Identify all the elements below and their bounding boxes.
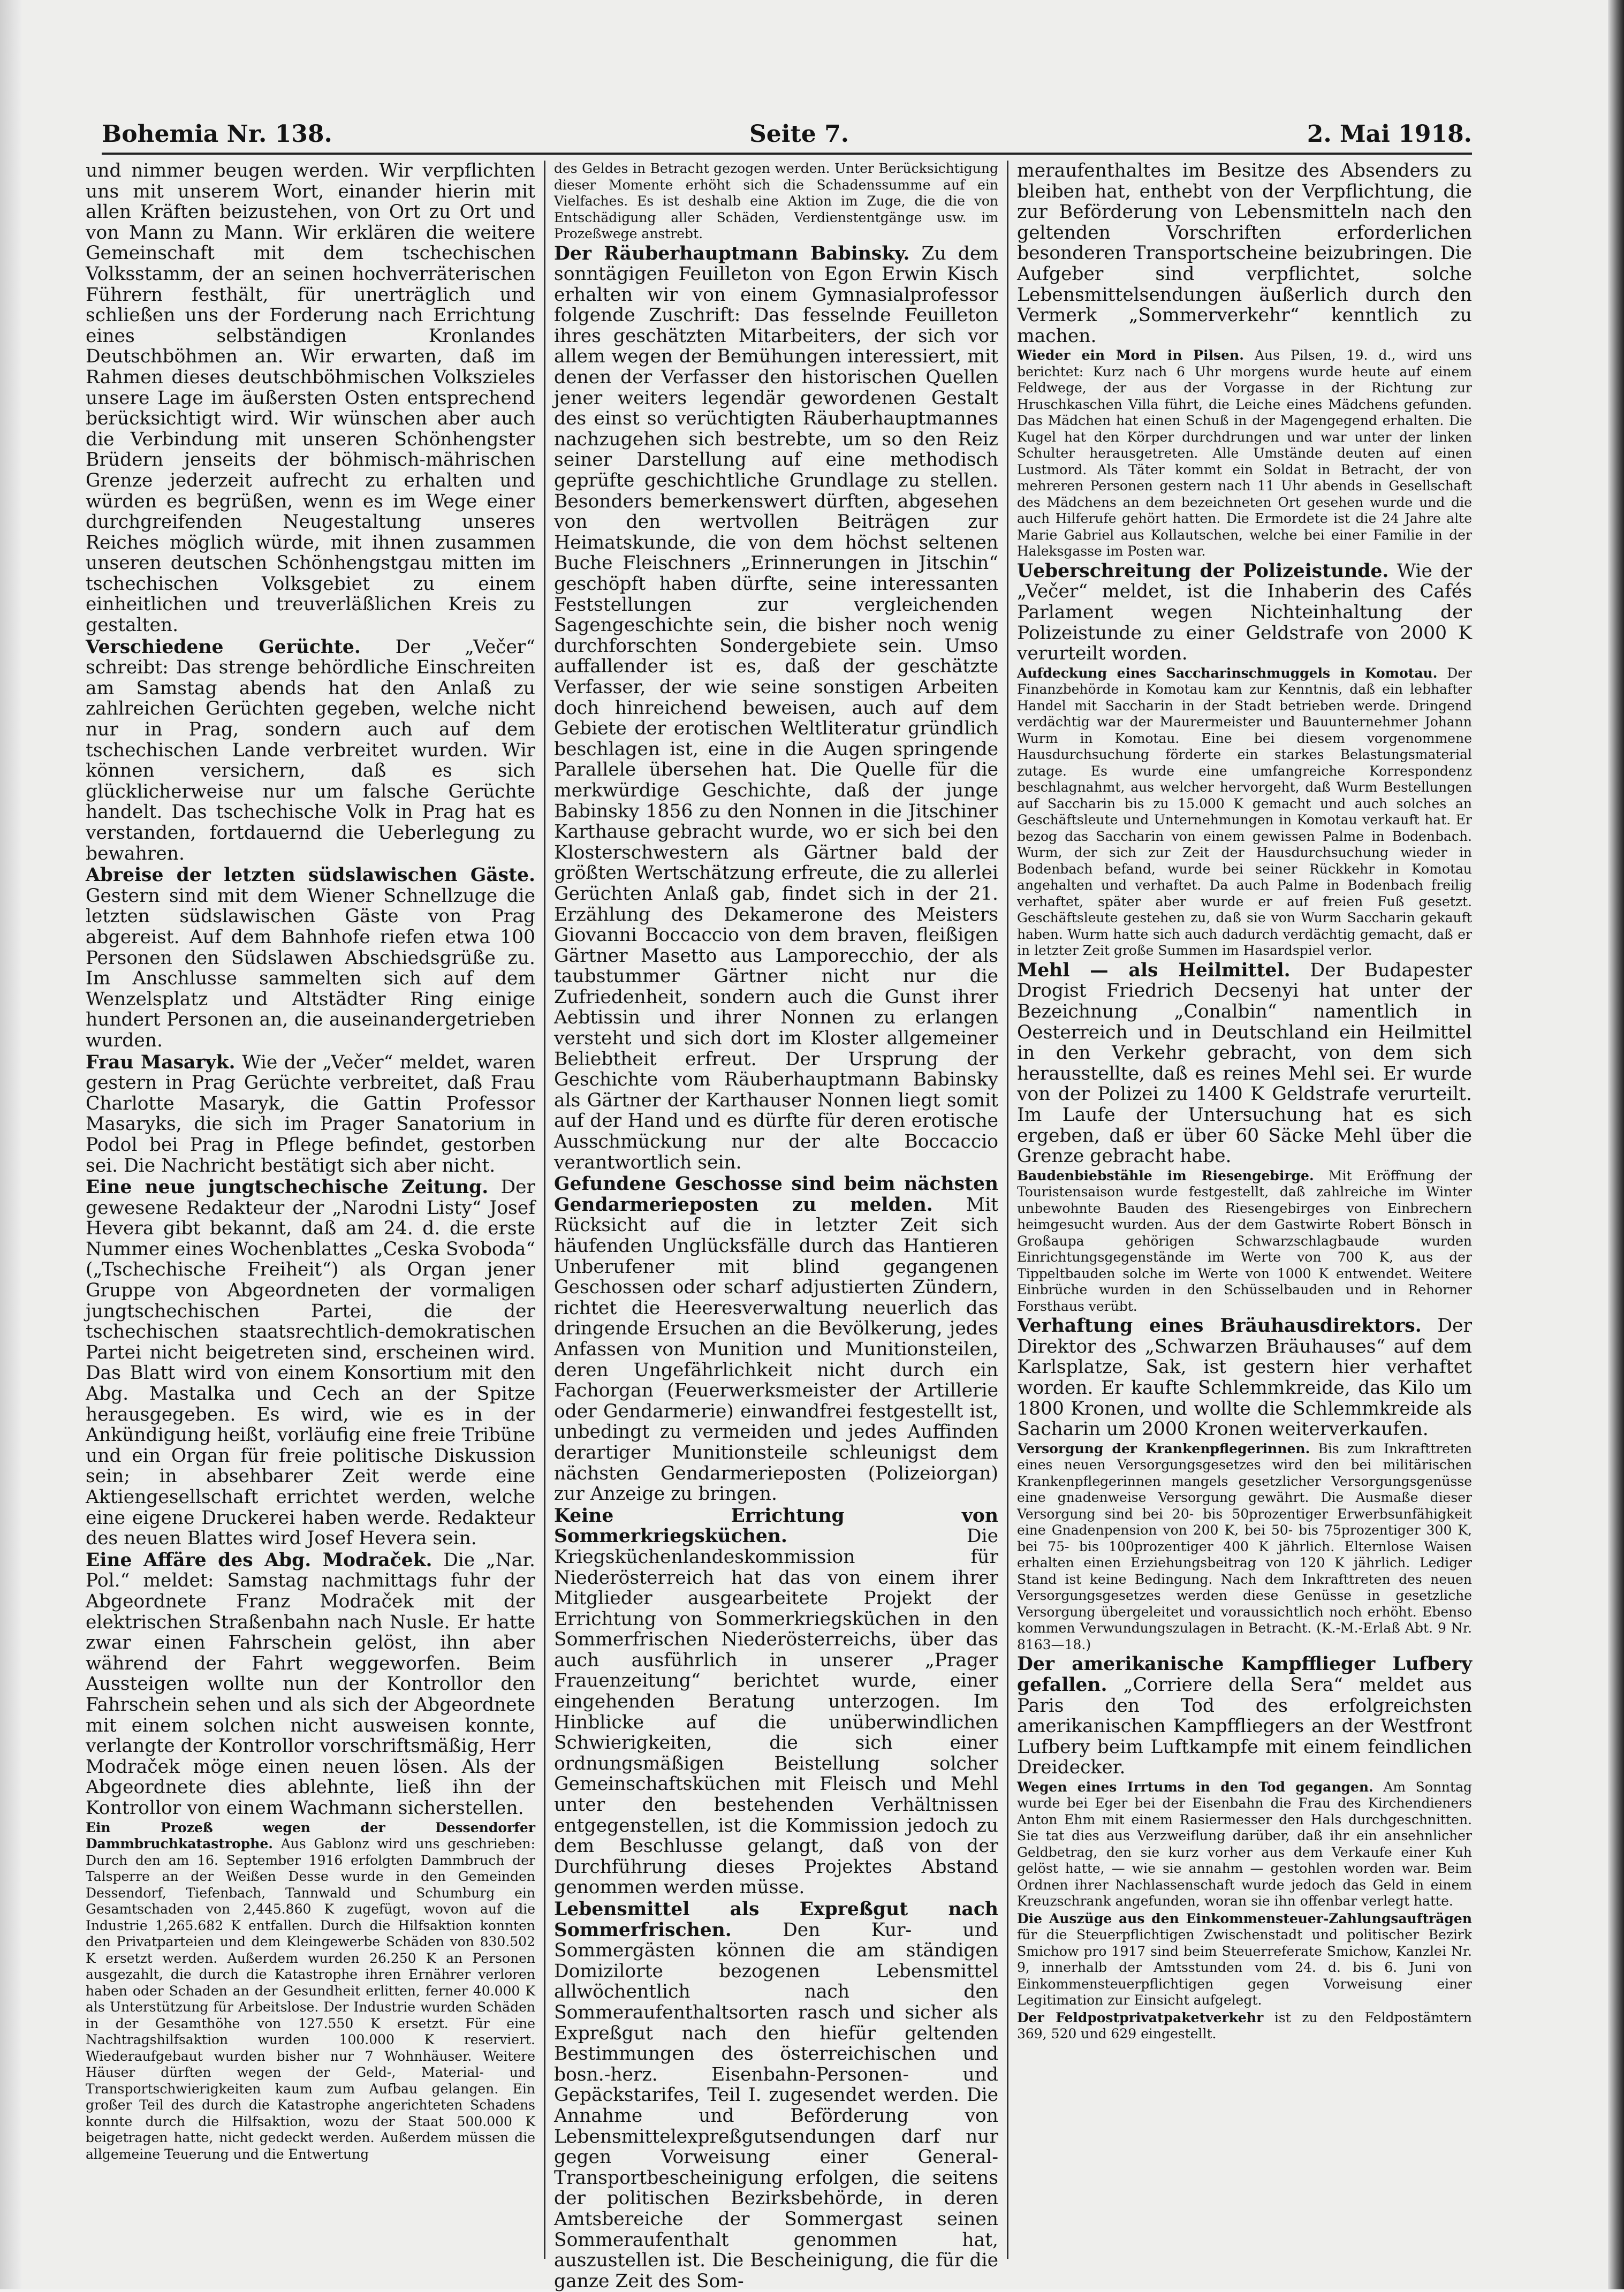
article-text: „Corriere della Sera“ meldet aus Paris den Tod des erfolgreichsten amerikanischen Kampffliegers an der Westfront Lufbery beim Luftkampfe mit einem feindlichen Dreidecker. <box>1017 1674 1473 1779</box>
article-paragraph <box>86 1820 535 2163</box>
scan-edge-left <box>0 0 21 2289</box>
article-text: Die „Nar. Pol.“ meldet: Samstag nachmittags fuhr der Abgeordnete Franz Modraček mit der elektrischen Straßenbahn nach Nusle. Er hatte zwar einen Fahrschein gelöst, ihn aber während der Fahrt weggeworfen. Beim Aussteigen wollte nun der Kontrollor den Fahrschein sehen und als sich der Abgeordnete mit einem solchen nicht ausweisen konnte, verlangte der Kontrollor vorschriftsmäßig, Herr Modraček möge einen neuen lösen. Als der Abgeordnete dies ablehnte, ließ ihn der Kontrollor von einem Wachmann sicherstellen. <box>86 1549 535 1819</box>
article-paragraph <box>1017 1441 1472 1653</box>
article-paragraph <box>554 1899 998 2291</box>
article-headline: Aufdeckung eines Saccharinschmuggels in Komotau. <box>1017 665 1438 681</box>
article-text: Mit Rücksicht auf die in letzter Zeit sich häufenden Unglücksfälle durch das Hantieren Unberufener mit blind gegangenen Geschossen oder scharf adjustierten Zündern, richtet die Heeresverwaltung neuerlich das dringende Ersuchen an die Bevölkerung, jedes Anfassen von Munition und Munitionsteilen, deren Ungefährlichkeit nicht durch ein Fachorgan (Feuerwerksmeister der Artillerie oder Gendarmerie) einwandfrei festgestellt ist, unbedingt zu vermeiden und jedes Auffinden derartiger Munitionsteile schleunigst dem nächsten Gendarmerieposten (Polizeiorgan) zur Anzeige zu bringen. <box>554 1194 998 1505</box>
article-paragraph <box>1017 1168 1472 1315</box>
article-paragraph <box>1017 1654 1472 1778</box>
article-text: ist zu den Feldpostämtern 369, 520 und 629 eingestellt. <box>1017 2009 1473 2042</box>
column-1 <box>86 161 535 2264</box>
article-headline: Abreise der letzten südslawischen Gäste. <box>86 864 535 886</box>
article-paragraph <box>1017 960 1472 1167</box>
article-headline: Wieder ein Mord in Pilsen. <box>1017 347 1244 363</box>
article-paragraph <box>1017 347 1472 560</box>
article-paragraph <box>554 1506 998 1898</box>
article-text: Der „Večer“ schreibt: Das strenge behördliche Einschreiten am Samstag abends hat den Anlaß zu zahlreichen Gerüchten gegeben, welche nicht nur in Prag, sondern auch auf dem tschechischen Lande verbreitet wurden. Wir können versichern, daß es sich glücklicherweise nur um falsche Gerüchte handelt. Das tschechische Volk in Prag hat es verstanden, fortdauernd die Ueberlegung zu bewahren. <box>86 636 535 864</box>
article-paragraph <box>86 161 535 636</box>
article-headline: Lebensmittel als Expreßgut nach Sommerfrischen. <box>554 1899 998 1941</box>
column-2 <box>554 161 999 2292</box>
article-paragraph <box>86 1550 535 1819</box>
article-headline: Eine neue jungtschechische Zeitung. <box>86 1177 489 1198</box>
newspaper-issue: Bohemia Nr. 138. <box>102 120 332 148</box>
article-paragraph <box>554 161 998 242</box>
article-text: Zu dem sonntägigen Feuilleton von Egon Erwin Kisch erhalten wir von einem Gymnasialprofessor folgende Zuschrift: Das fesselnde Feuilleton ihres geschätzten Mitarbeiters, der sich vor allem wegen der Bemühungen interessiert, mit denen der Verfasser den historischen Quellen jener weiters legendär gewordenen Gestalt des einst so verüchtigten Räuberhauptmannes nachzugehen sich bestrebte, um so den Reiz seiner Darstellung auf eine methodisch geprüfte geschichtliche Grundlage zu stellen. Besonders bemerkenswert dürften, abgesehen von den wertvollen Beiträgen zur Heimatskunde, die von dem höchst seltenen Buche Fleischners „Erinnerungen in Jitschin“ geschöpft haben dürfte, seine interessanten Feststellungen zur vergleichenden Sagengeschichte sein, die bisher noch wenig durchforschten Sondergebiete sein. Umso auffallender ist es, daß der geschätzte Verfasser, der wie seine sonstigen Arbeiten doch hinreichend beweisen, auch auf dem Gebiete der erotischen Weltliteratur gründlich beschlagen ist, eine in die Augen springende Parallele übersehen hat. Die Quelle für die merkwürdige Geschichte, daß der junge Babinsky 1856 zu den Nonnen in die Jitschiner Karthause gebracht wurde, wo er sich bei den Klosterschwestern als Gärtner bald der größten Wertschätzung erfreute, die zu allerlei Gerüchten Anlaß gab, findet sich in der 21. Erzählung des Dekamerone des Meisters Giovanni Boccaccio von dem braven, fleißigen Gärtner Masetto aus Lamporecchio, der als taubstummer Gärtner nicht nur die Zufriedenheit, sondern auch die Gunst ihrer Aebtissin und ihrer Nonnen zu erlangen versteht und sich dort im Kloster allgemeiner Beliebtheit erfreut. Der Ursprung der Geschichte vom Räuberhauptmann Babinsky als Gärtner der Karthauser Nonnen liegt somit auf der Hand und es dürfte für deren erotische Ausschmückung nur der alte Boccaccio verantwortlich sein. <box>554 242 999 1173</box>
article-text: Die Kriegsküchenlandeskommission für Niederösterreich hat das von einem ihrer Mitglieder ausgearbeitete Projekt der Errichtung von Sommerkriegsküchen in den Sommerfrischen Niederösterreichs, über das auch ausführlich in unserer „Prager Frauenzeitung“ berichtet wurde, einer eingehenden Beratung unterzogen. Im Hinblicke auf die unüberwindlichen Schwierigkeiten, die sich einer ordnungsmäßigen Beistellung solcher Gemeinschaftsküchen mit Fleisch und Mehl unter den bestehenden Verhältnissen entgegenstellen, ist die Kommission jedoch zu dem Beschlusse gelangt, daß von der Durchführung dieses Projektes Abstand genommen werden müsse. <box>554 1526 998 1899</box>
article-paragraph <box>1017 1316 1472 1440</box>
article-headline: Ueberschreitung der Polizeistunde. <box>1017 560 1389 582</box>
article-text: für die Steuerpflichtigen Zwischenstadt und politischer Bezirk Smichow pro 1917 sind beim Steuerreferate Smichow, Kanzlei Nr. 9, innerhalb der Amtsstunden vom 24. d. bis 6. Juni von Einkommensteuerpflichtigen gegen Vorweisung einer Legitimation zur Einsicht aufgelegt. <box>1017 1927 1472 2008</box>
article-headline: Wegen eines Irrtums in den Tod gegangen. <box>1017 1779 1373 1795</box>
article-headline: Versorgung der Krankenpflegerinnen. <box>1017 1440 1310 1456</box>
column-3 <box>1017 161 1472 2264</box>
column-divider <box>544 161 545 2259</box>
article-paragraph <box>554 244 998 1173</box>
article-paragraph <box>554 1174 998 1505</box>
article-paragraph <box>1017 2010 1472 2043</box>
page-number: Seite 7. <box>749 120 849 148</box>
article-headline: Eine Affäre des Abg. Modraček. <box>86 1549 432 1571</box>
article-paragraph <box>1017 1779 1472 1910</box>
article-headline: Der Feldpostprivatpaketverkehr <box>1017 2009 1264 2025</box>
article-paragraph <box>86 865 535 1051</box>
article-paragraph <box>1017 1911 1472 2009</box>
article-text: Am Sonntag wurde bei Eger bei der Eisenbahn die Frau des Kirchendieners Anton Ehm mit einem Rasiermesser den Hals durchgeschnitten. Sie tat dies aus Verzweiflung darüber, daß ihr ein ansehnlicher Geldbetrag, den sie kurz vorher aus dem Verkaufe einer Kuh gelöst hatte, — wie sie annahm — gestohlen worden war. Beim Ordnen ihrer Nachlassenschaft wurde jedoch das Geld in einem Kreuzschrank angefunden, woran sie ihn offenbar verlegt hatte. <box>1017 1779 1472 1909</box>
article-headline: Mehl — als Heilmittel. <box>1017 959 1291 981</box>
article-text: Den Kur- und Sommergästen können die am ständigen Domizilorte bezogenen Lebensmittel allwöchentlich nach den Sommeraufenthaltsorten rasch und sicher als Expreßgut nach den hiefür geltenden Bestimmungen des österreichischen und bosn.-herz. Eisenbahn-Personen- und Gepäckstarifes, Teil I. zugesendet werden. Die Annahme und Beförderung von Lebensmittelexpreßgutsendungen darf nur gegen Vorweisung einer General-Transportbescheinigung erfolgen, die seitens der politischen Bezirksbehörde, in deren Amtsbereiche der Sommergast seinen Sommeraufenthalt genommen hat, auszustellen ist. Die Bescheinigung, die für die ganze Zeit des Som- <box>554 1919 999 2292</box>
article-headline: Die Auszüge aus den Einkommensteuer-Zahlungsaufträgen <box>1017 1910 1472 1926</box>
article-text: Der Finanzbehörde in Komotau kam zur Kenntnis, daß ein lebhafter Handel mit Saccharin in der Stadt betrieben werde. Dringend verdächtig war der Maurermeister und Bauunternehmer Johann Wurm in Komotau. Eine bei diesem vorgenommene Hausdurchsuchung förderte ein starkes Belastungsmaterial zutage. Es wurde eine umfangreiche Korrespondenz beschlagnahmt, aus welcher hervorgeht, daß Wurm Bestellungen auf Saccharin bis zu 15.000 K gemacht und auch solches an Geschäftsleute und Unternehmungen in Komotau verkauft hat. Er bezog das Saccharin von einem gewissen Palme in Bodenbach. Wurm, der sich zur Zeit der Hausdurchsuchung wieder in Bodenbach befand, wurde bei seiner Rückkehr in Komotau angehalten und verhaftet. Da auch Palme in Bodenbach freilig verhaftet, später aber wurde er auf freien Fuß gesetzt. Geschäftsleute gestehen zu, daß sie von Wurm Saccharin gekauft haben. Wurm hatte sich auch dadurch verdächtig gemacht, daß er in letzter Zeit große Summen im Hasardspiel verlor. <box>1017 665 1472 959</box>
article-text: Wie der „Večer“ meldet, waren gestern in Prag Gerüchte verbreitet, daß Frau Charlotte Masaryk, die Gattin Professor Masaryks, die sich im Prager Sanatorium in Podol bei Prag in Pflege befindet, gestorben sei. Die Nachricht bestätigt sich aber nicht. <box>86 1051 535 1177</box>
article-paragraph <box>1017 161 1472 346</box>
article-paragraph <box>86 637 535 864</box>
article-text: Der Direktor des „Schwarzen Bräuhauses“ auf dem Karlsplatze, Sak, ist gestern hier verhaftet worden. Er kaufte Schlemmkreide, das Kilo um 1800 Kronen, und wollte die Schlemmkreide als Sacharin um 2000 Kronen weiterverkaufen. <box>1017 1315 1472 1440</box>
article-headline: Verhaftung eines Bräuhausdirektors. <box>1017 1315 1422 1337</box>
column-divider <box>1007 161 1008 2259</box>
article-paragraph <box>86 1177 535 1549</box>
article-text: Aus Gablonz wird uns geschrieben: Durch den am 16. September 1916 erfolgten Dammbruch der Talsperre an der Weißen Desse wurde in den Gemeinden Dessendorf, Tiefenbach, Tannwald und Schumburg ein Gesamtschaden von 2,445.860 K zugefügt, wovon auf die Industrie 1,265.682 K entfallen. Durch die Hilfsaktion konnten den Privatparteien und dem Kleingewerbe Schäden von 830.502 K ersetzt werden. Außerdem wurden 26.250 K an Personen ausgezahlt, die durch die Katastrophe ihren Ernährer verloren haben oder Schaden an der Gesundheit erlitten, ferner 40.000 K als Unterstützung für Arbeitslose. Der Industrie wurden Schäden in der Gesamthöhe von 127.550 K ersetzt. Für eine Nachtragshilfsaktion wurden 100.000 K reserviert. Wiederaufgebaut wurden bisher nur 7 Wohnhäuser. Weitere Häuser dürften wegen der Geld-, Material- und Transportschwierigkeiten kaum zum Aufbau gelangen. Ein großer Teil des durch die Katastrophe angerichteten Schadens konnte durch die Hilfsaktion, wozu der Staat 500.000 K beigetragen hatte, nicht gedeckt werden. Außerdem müssen die allgemeine Teuerung und die Entwertung <box>86 1836 535 2162</box>
article-headline: Der amerikanische Kampfflieger Lufbery gefallen. <box>1017 1653 1472 1696</box>
issue-date: 2. Mai 1918. <box>1307 120 1472 148</box>
article-headline: Frau Masaryk. <box>86 1051 236 1073</box>
scan-edge-right <box>1608 0 1624 2289</box>
article-headline: Ein Prozeß wegen der Dessendorfer Dammbruchkatastrophe. <box>86 1819 535 1851</box>
article-headline: Keine Errichtung von Sommerkriegsküchen. <box>554 1505 998 1547</box>
article-text: Der gewesene Redakteur der „Narodni Listy“ Josef Hevera gibt bekannt, daß am 24. d. die erste Nummer eines Wochenblattes „Ceska Svoboda“ („Tschechische Freiheit“) als Organ jener Gruppe von Abgeordneten der vormaligen jungtschechischen Partei, die der tschechischen staatsrechtlich-demokratischen Partei nicht beigetreten sind, erscheinen wird. Das Blatt wird von einem Konsortium mit den Abg. Mastalka und Cech an der Spitze herausgegeben. Es wird, wie es in der Ankündigung heißt, vorläufig eine freie Tribüne und ein Organ für freie politische Diskussion sein; in absehbarer Zeit werde eine Aktiengesellschaft errichtet werden, welche eine eigene Druckerei haben werde. Redakteur des neuen Blattes wird Josef Hevera sein. <box>86 1177 536 1550</box>
article-paragraph <box>86 1052 535 1177</box>
article-text: Bis zum Inkrafttreten eines neuen Versorgungsgesetzes wird den bei militärischen Krankenpflegerinnen mangels gesetzlicher Versorgungsgenüsse eine gnadenweise Versorgung gewährt. Die Ausmaße dieser Versorgung sind bei 20- bis 50prozentiger Erwerbsunfähigkeit eine Gnadenpension von 200 K, bei 50- bis 75prozentiger 300 K, bei 75- bis 100prozentiger 400 K jährlich. Elternlose Waisen erhalten einen Erziehungsbeitrag von 120 K jährlich. Lediger Stand ist keine Bedingung. Nach dem Inkrafttreten des neuen Versorgungsgesetzes werden diese Genüsse in gesetzliche Versorgung übergeleitet und voraussichtlich noch erhöht. Ebenso kommen Verwundungszulagen in Betracht. (K.-M.-Erlaß Abt. 9 Nr. 8163—18.) <box>1017 1440 1473 1652</box>
article-text: Wie der „Večer“ meldet, ist die Inhaberin des Cafés Parlament wegen Nichteinhaltung der Polizeistunde zu einer Geldstrafe von 2000 K verurteilt worden. <box>1017 560 1473 665</box>
article-paragraph <box>1017 561 1472 664</box>
article-text: Mit Eröffnung der Touristensaison wurde festgestellt, daß zahlreiche im Winter unbewohnte Bauden des Riesengebirges von Einbrechern heimgesucht wurden. Aus der dem Gastwirte Robert Bönsch in Großaupa gehörigen Schwarzschlagbaude wurden Einrichtungsgegenstände im Werte von 700 K, aus der Tippeltbauden solche im Werte von 1000 K entwendet. Weitere Einbrüche wurden in den Schüsselbauden und in Rehorner Forsthaus verübt. <box>1017 1167 1472 1314</box>
article-headline: Baudenbiebstähle im Riesengebirge. <box>1017 1167 1314 1183</box>
article-headline: Gefundene Geschosse sind beim nächsten Gendarmerieposten zu melden. <box>554 1173 998 1216</box>
article-text: Der Budapester Drogist Friedrich Decsenyi hat unter der Bezeichnung „Conalbin“ namentlich in Oesterreich und in Deutschland ein Heilmittel in den Verkehr gebracht, von dem sich herausstellte, daß es reines Mehl sei. Er wurde von der Polizei zu 1400 K Geldstrafe verurteilt. Im Laufe der Untersuchung hat es sich ergeben, daß er über 60 Säcke Mehl über die Grenze gebracht habe. <box>1017 959 1472 1167</box>
article-text: und nimmer beugen werden. Wir verpflichten uns mit unserem Wort, einander hierin mit allen Kräften beizustehen, von Ort zu Ort und von Mann zu Mann. Wir erklären die weitere Gemeinschaft mit dem tschechischen Volksstamm, der an seinen hochverräterischen Führern festhält, für unerträglich und schließen uns der Forderung nach Errichtung eines selbständigen Kronlandes Deutschböhmen an. Wir erwarten, daß im Rahmen dieses deutschböhmischen Volkszieles unsere Lage im äußersten Osten entsprechend berücksichtigt wird. Wir wünschen aber auch die Verbindung mit unseren Schönhengster Brüdern jenseits der böhmisch-mährischen Grenze jederzeit aufrecht zu erhalten und würden es begrüßen, wenn es im Wege einer durchgreifenden Neugestaltung unseres Reiches möglich würde, mit ihnen zusammen unseren deutschen Schönhengstgau mitten im tschechischen Volksgebiet zu einem einheitlichen und treuverläßlichen Kreis zu gestalten. <box>86 160 535 636</box>
article-text: Aus Pilsen, 19. d., wird uns berichtet: Kurz nach 6 Uhr morgens wurde heute auf einem Feldwege, der aus der Vorgasse in der Richtung zur Hruschkaschen Villa führt, die Leiche eines Mädchens gefunden. Das Mädchen hat einen Schuß in der Magengegend erhalten. Die Kugel hat den Körper durchdrungen und war unter der linken Schulter herausgetreten. Alle Umstände deuten auf einen Lustmord. Als Täter kommt ein Soldat in Betracht, der von mehreren Personen gestern nach 11 Uhr abends in Gesellschaft des Mädchens an dem bezeichneten Ort gesehen wurde und die auch Hilferufe gehört hatten. Die Ermordete ist die 24 Jahre alte Marie Gabriel aus Kollautschen, welche bei einer Familie in der Haleksgasse im Posten war. <box>1017 347 1472 559</box>
article-text: Gestern sind mit dem Wiener Schnellzuge die letzten südslawischen Gäste von Prag abgereist. Auf dem Bahnhofe riefen etwa 100 Personen den Südslawen Abschiedsgrüße zu. Im Anschlusse sammelten sich auf dem Wenzelsplatz und Altstädter Ring einige hundert Personen an, die auseinandergetrieben wurden. <box>86 885 535 1051</box>
article-headline: Der Räuberhauptmann Babinsky. <box>554 242 910 264</box>
article-paragraph <box>1017 665 1472 959</box>
article-text: des Geldes in Betracht gezogen werden. Unter Berücksichtigung dieser Momente erhöht sich die Schadenssumme auf ein Vielfaches. Es ist deshalb eine Aktion im Zuge, die die von Entschädigung aller Schäden, Verdienstentgänge usw. im Prozeßwege anstrebt. <box>554 161 998 241</box>
page-header <box>102 115 1472 155</box>
article-text: meraufenthaltes im Besitze des Absenders zu bleiben hat, enthebt von der Verpflichtung, die zur Beförderung von Lebensmitteln nach den geltenden Vorschriften erforderlichen besonderen Transportscheine beizubringen. Die Aufgeber sind verpflichtet, solche Lebensmittelsendungen äußerlich durch den Vermerk „Sommerverkehr“ kenntlich zu machen. <box>1017 160 1472 347</box>
article-headline: Verschiedene Gerüchte. <box>86 636 361 658</box>
